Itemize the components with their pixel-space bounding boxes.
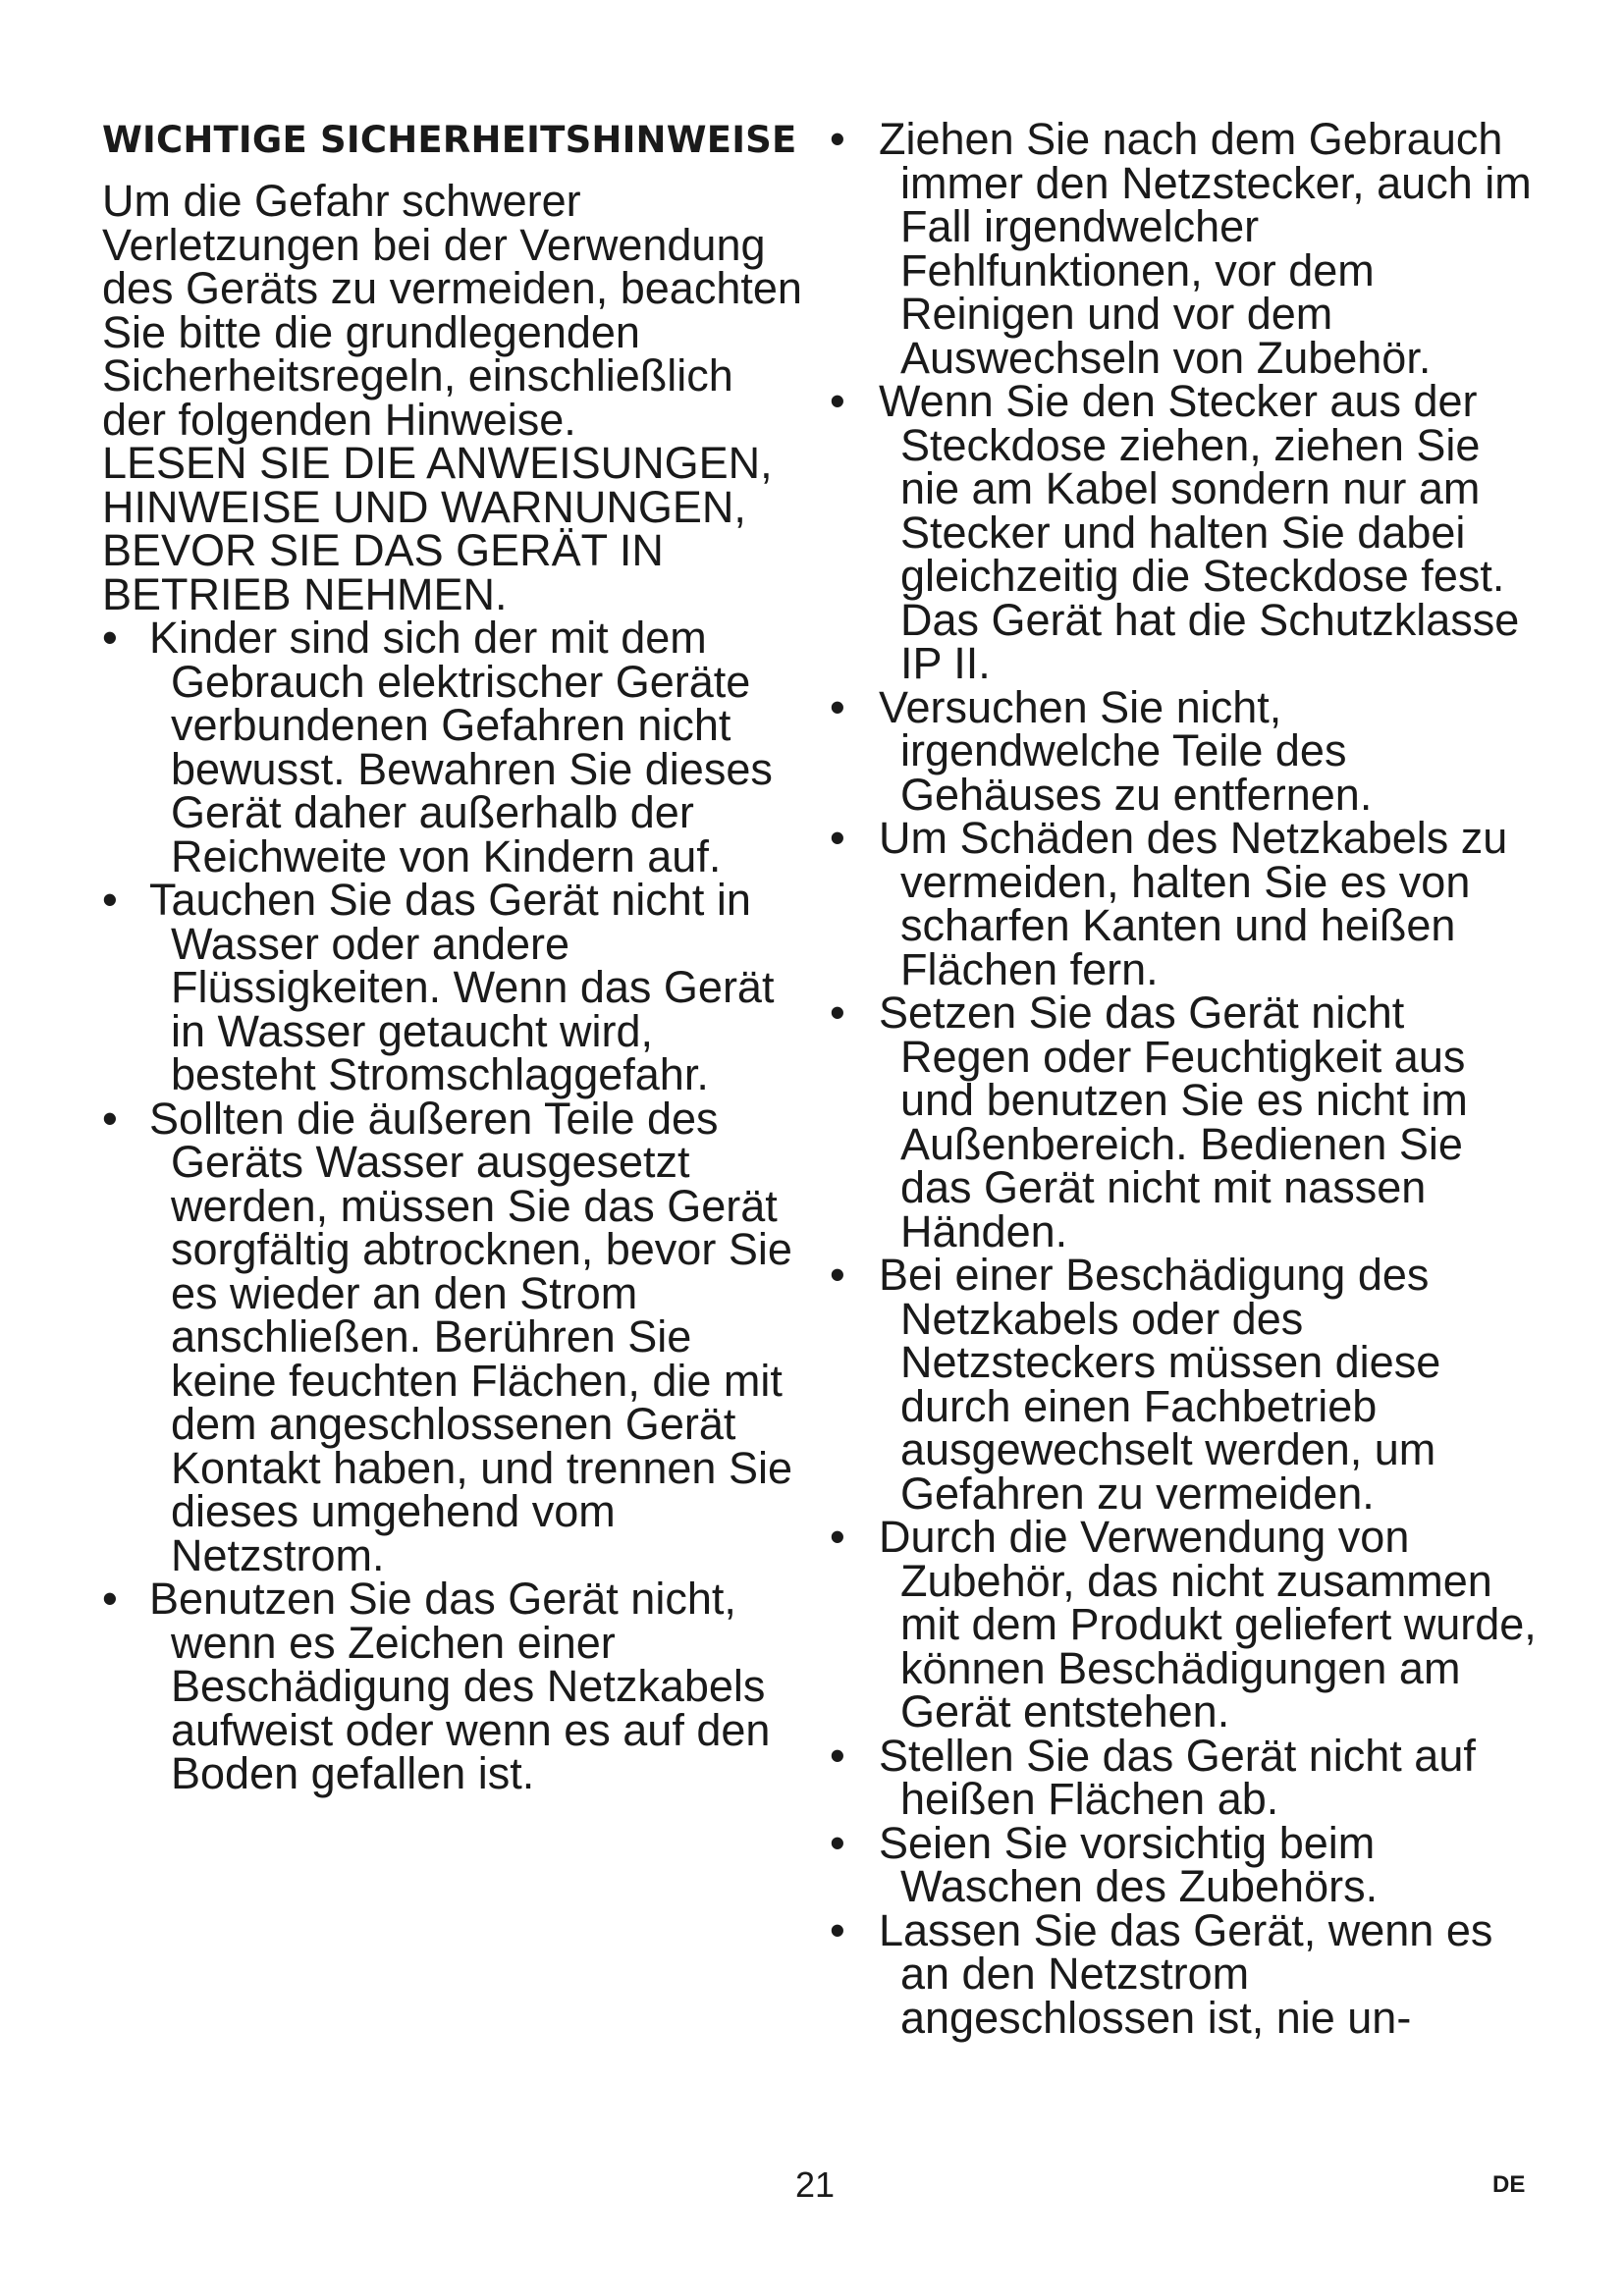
list-item: • Lassen Sie das Gerät, wenn es an den Netzstrom angeschlossen ist, nie un-	[830, 1904, 1493, 2043]
bullet-icon: •	[830, 1512, 845, 1562]
list-item: • Um Schäden des Netzkabels zu vermeiden, halten Sie es von scharfen Kanten und heißen Flächen fern.	[830, 813, 1508, 994]
bullet-icon: •	[830, 988, 845, 1038]
bullet-icon: •	[830, 681, 845, 732]
bullet-icon: •	[830, 813, 845, 863]
left-column	[102, 118, 809, 1796]
language-code: DE	[1492, 2171, 1526, 2198]
right-column	[830, 114, 1537, 2043]
bullet-icon: •	[830, 1904, 845, 1955]
list-item: • Ziehen Sie nach dem Gebrauch immer den Netzstecker, auch im Fall irgendwelcher Fehlfunktionen, vor dem Reinigen und vor dem Auswechseln von Zubehör.	[830, 114, 1532, 383]
page-number: 21	[794, 2164, 836, 2205]
bullet-icon: •	[830, 1817, 845, 1868]
list-item: • Versuchen Sie nicht, irgendwelche Teile des Gehäuses zu entfernen.	[830, 681, 1373, 820]
intro-paragraph: Um die Gefahr schwerer Verletzungen bei der Verwendung des Geräts zu vermeiden, beachten Sie bitte die grundlegenden Sicherheitsregeln, einschließlich der folgenden Hinweise.	[102, 176, 802, 445]
bullet-icon: •	[102, 613, 118, 663]
safety-list-right	[830, 114, 1537, 2043]
list-item: • Sollten die äußeren Teile des Geräts Wasser ausgesetzt werden, müssen Sie das Gerät sorgfältig abtrocknen, bevor Sie es wieder an den Strom anschließen. Berühren Sie keine feuchten Flächen, die mit dem angeschlossenen Gerät Kontakt haben, und trennen Sie dieses umgehend vom Netzstrom.	[102, 1093, 792, 1580]
bullet-icon: •	[102, 1574, 118, 1624]
bullet-icon: •	[830, 376, 845, 426]
list-item: • Durch die Verwendung von Zubehör, das nicht zusammen mit dem Produkt geliefert wurde, können Beschädigungen am Gerät entstehen.	[830, 1512, 1537, 1736]
list-item: • Seien Sie vorsichtig beim Waschen des Zubehörs.	[830, 1817, 1379, 1911]
safety-list-left	[102, 613, 809, 1798]
bullet-icon: •	[102, 1093, 118, 1144]
list-item: • Bei einer Beschädigung des Netzkabels oder des Netzsteckers müssen diese durch einen Fachbetrieb ausgewechselt werden, um Gefahren zu vermeiden.	[830, 1250, 1441, 1519]
bullet-icon: •	[830, 1730, 845, 1781]
list-item: • Wenn Sie den Stecker aus der Steckdose ziehen, ziehen Sie nie am Kabel sondern nur am Stecker und halten Sie dabei gleichzeitig die Steckdose fest. Das Gerät hat die Schutzklasse IP II.	[830, 376, 1520, 688]
section-title: WICHTIGE SICHERHEITSHINWEISE	[102, 119, 797, 161]
bullet-icon: •	[830, 1250, 845, 1300]
read-instructions-warning: LESEN SIE DIE ANWEISUNGEN, HINWEISE UND WARNUNGEN, BEVOR SIE DAS GERÄT IN BETRIEB NEHMEN.	[102, 438, 773, 619]
list-item: • Tauchen Sie das Gerät nicht in Wasser oder andere Flüssigkeiten. Wenn das Gerät in Wasser getaucht wird, besteht Stromschlaggefahr.	[102, 875, 775, 1099]
list-item: • Setzen Sie das Gerät nicht Regen oder Feuchtigkeit aus und benutzen Sie es nicht im Außenbereich. Bedienen Sie das Gerät nicht mit nassen Händen.	[830, 988, 1468, 1256]
bullet-icon: •	[102, 875, 118, 925]
bullet-icon: •	[830, 114, 845, 164]
list-item: • Stellen Sie das Gerät nicht auf heißen Flächen ab.	[830, 1730, 1476, 1824]
list-item: • Kinder sind sich der mit dem Gebrauch elektrischer Geräte verbundenen Gefahren nicht bewusst. Bewahren Sie dieses Gerät daher außerhalb der Reichweite von Kindern auf.	[102, 613, 773, 881]
list-item: • Benutzen Sie das Gerät nicht, wenn es Zeichen einer Beschädigung des Netzkabels aufweist oder wenn es auf den Boden gefallen ist.	[102, 1574, 771, 1798]
